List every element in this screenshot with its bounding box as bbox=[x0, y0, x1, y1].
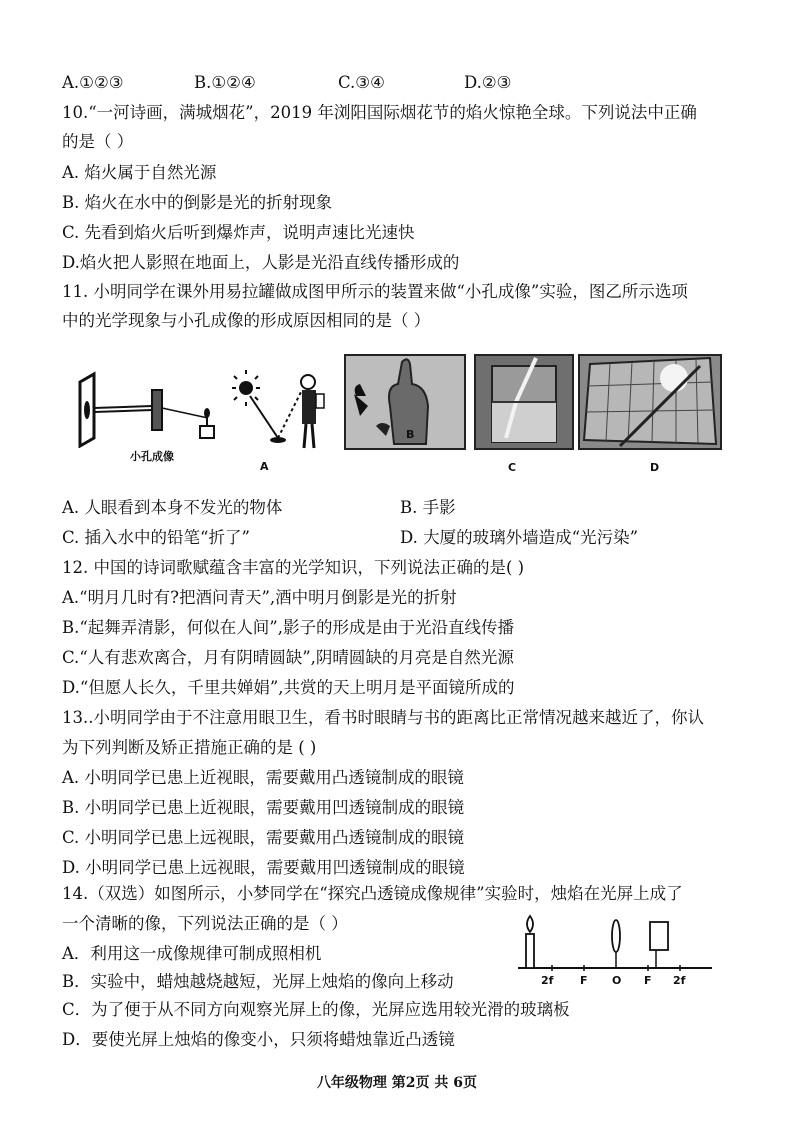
q10-option-d: D.焰火把人影照在地面上，人影是光沿直线传播形成的 bbox=[62, 253, 460, 272]
q9-option-b: B.①②④ bbox=[194, 73, 256, 92]
q14-option-b: B．实验中，蜡烛越烧越短，光屏上烛焰的像向上移动 bbox=[62, 972, 454, 991]
q13-option-c: C. 小明同学已患上远视眼，需要戴用凸透镜制成的眼镜 bbox=[62, 828, 465, 847]
axis-label-2f-right: 2f bbox=[673, 974, 686, 987]
page-footer: 八年级物理 第2页 共 6页 bbox=[316, 1075, 478, 1091]
figure-d-photo bbox=[578, 354, 722, 450]
q12-option-b: B.“起舞弄清影，何似在人间”,影子的形成是由于光沿直线传播 bbox=[62, 618, 514, 637]
q10-option-a: A. 焰火属于自然光源 bbox=[62, 163, 217, 182]
pinhole-apparatus-drawing bbox=[72, 368, 232, 448]
q14-option-c: C．为了便于从不同方向观察光屏上的像，光屏应选用较光滑的玻璃板 bbox=[62, 1000, 570, 1019]
q14-stem-line2: 一个清晰的像，下列说法正确的是（ ） bbox=[62, 914, 348, 933]
figure-b-photo bbox=[344, 354, 466, 450]
q12-stem: 12. 中国的诗词歌赋蕴含丰富的光学知识，下列说法正确的是( ) bbox=[62, 558, 525, 577]
glass-wall-image bbox=[580, 356, 720, 448]
q13-option-b: B. 小明同学已患上近视眼，需要戴用凹透镜制成的眼镜 bbox=[62, 798, 465, 817]
axis-label-f-left: F bbox=[580, 974, 588, 987]
q13-stem-line1: 13..小明同学由于不注意用眼卫生，看书时眼睛与书的距离比正常情况越来越近了，你认 bbox=[62, 708, 704, 727]
q14-stem-line1: 14.（双选）如图所示，小梦同学在“探究凸透镜成像规律”实验时，烛焰在光屏上成了 bbox=[62, 884, 683, 903]
pinhole-figure-caption: 小孔成像 bbox=[130, 450, 174, 463]
q13-stem-line2: 为下列判断及矫正措施正确的是 ( ) bbox=[62, 738, 317, 757]
figure-c-photo bbox=[474, 354, 574, 450]
q9-option-c: C.③④ bbox=[338, 73, 385, 92]
figure-a-label: A bbox=[260, 460, 269, 473]
q11-stem-line1: 11. 小明同学在课外用易拉罐做成图甲所示的装置来做“小孔成像”实验，图乙所示选项 bbox=[62, 282, 688, 301]
figure-c-label: C bbox=[508, 461, 517, 474]
q11-option-a: A. 人眼看到本身不发光的物体 bbox=[62, 498, 283, 517]
q10-stem-line2: 的是（ ） bbox=[62, 132, 134, 151]
q11-option-d: D. 大厦的玻璃外墙造成“光污染” bbox=[400, 528, 639, 547]
q13-option-a: A. 小明同学已患上近视眼，需要戴用凸透镜制成的眼镜 bbox=[62, 768, 464, 787]
optical-bench-figure bbox=[516, 914, 716, 992]
q9-option-a: A.①②③ bbox=[62, 73, 124, 92]
q9-option-d: D.②③ bbox=[464, 73, 512, 92]
axis-label-o: O bbox=[612, 974, 622, 987]
q12-option-a: A.“明月几时有?把酒问青天”,酒中明月倒影是光的折射 bbox=[62, 588, 457, 607]
q11-option-b: B. 手影 bbox=[400, 498, 456, 517]
figure-a-drawing bbox=[232, 370, 332, 452]
q14-option-a: A．利用这一成像规律可制成照相机 bbox=[62, 944, 322, 963]
figure-b-label: B bbox=[406, 428, 415, 441]
q10-option-c: C. 先看到焰火后听到爆炸声，说明声速比光速快 bbox=[62, 223, 415, 242]
q12-option-d: D.“但愿人长久，千里共婵娟”,共赏的天上明月是平面镜所成的 bbox=[62, 678, 515, 697]
bent-pencil-image bbox=[476, 356, 572, 448]
figure-a bbox=[232, 370, 332, 473]
pinhole-apparatus-figure bbox=[72, 368, 232, 468]
q11-option-c: C. 插入水中的铅笔“折了” bbox=[62, 528, 250, 547]
q13-option-d: D. 小明同学已患上远视眼，需要戴用凹透镜制成的眼镜 bbox=[62, 858, 465, 877]
axis-label-f-right: F bbox=[644, 974, 652, 987]
q12-option-c: C.“人有悲欢离合，月有阴晴圆缺”,阴晴圆缺的月亮是自然光源 bbox=[62, 648, 514, 667]
figure-d-label: D bbox=[650, 461, 660, 474]
q10-option-b: B. 焰火在水中的倒影是光的折射现象 bbox=[62, 193, 333, 212]
optical-bench-drawing bbox=[516, 914, 716, 976]
hand-shadow-image bbox=[346, 356, 464, 448]
q10-stem-line1: 10.“一河诗画，满城烟花”，2019 年浏阳国际烟花节的焰火惊艳全球。下列说法中正确 bbox=[62, 103, 697, 122]
axis-label-2f-left: 2f bbox=[541, 974, 554, 987]
q14-option-d: D．要使光屏上烛焰的像变小，只须将蜡烛靠近凸透镜 bbox=[62, 1030, 455, 1049]
q11-stem-line2: 中的光学现象与小孔成像的形成原因相同的是（ ） bbox=[62, 311, 431, 330]
